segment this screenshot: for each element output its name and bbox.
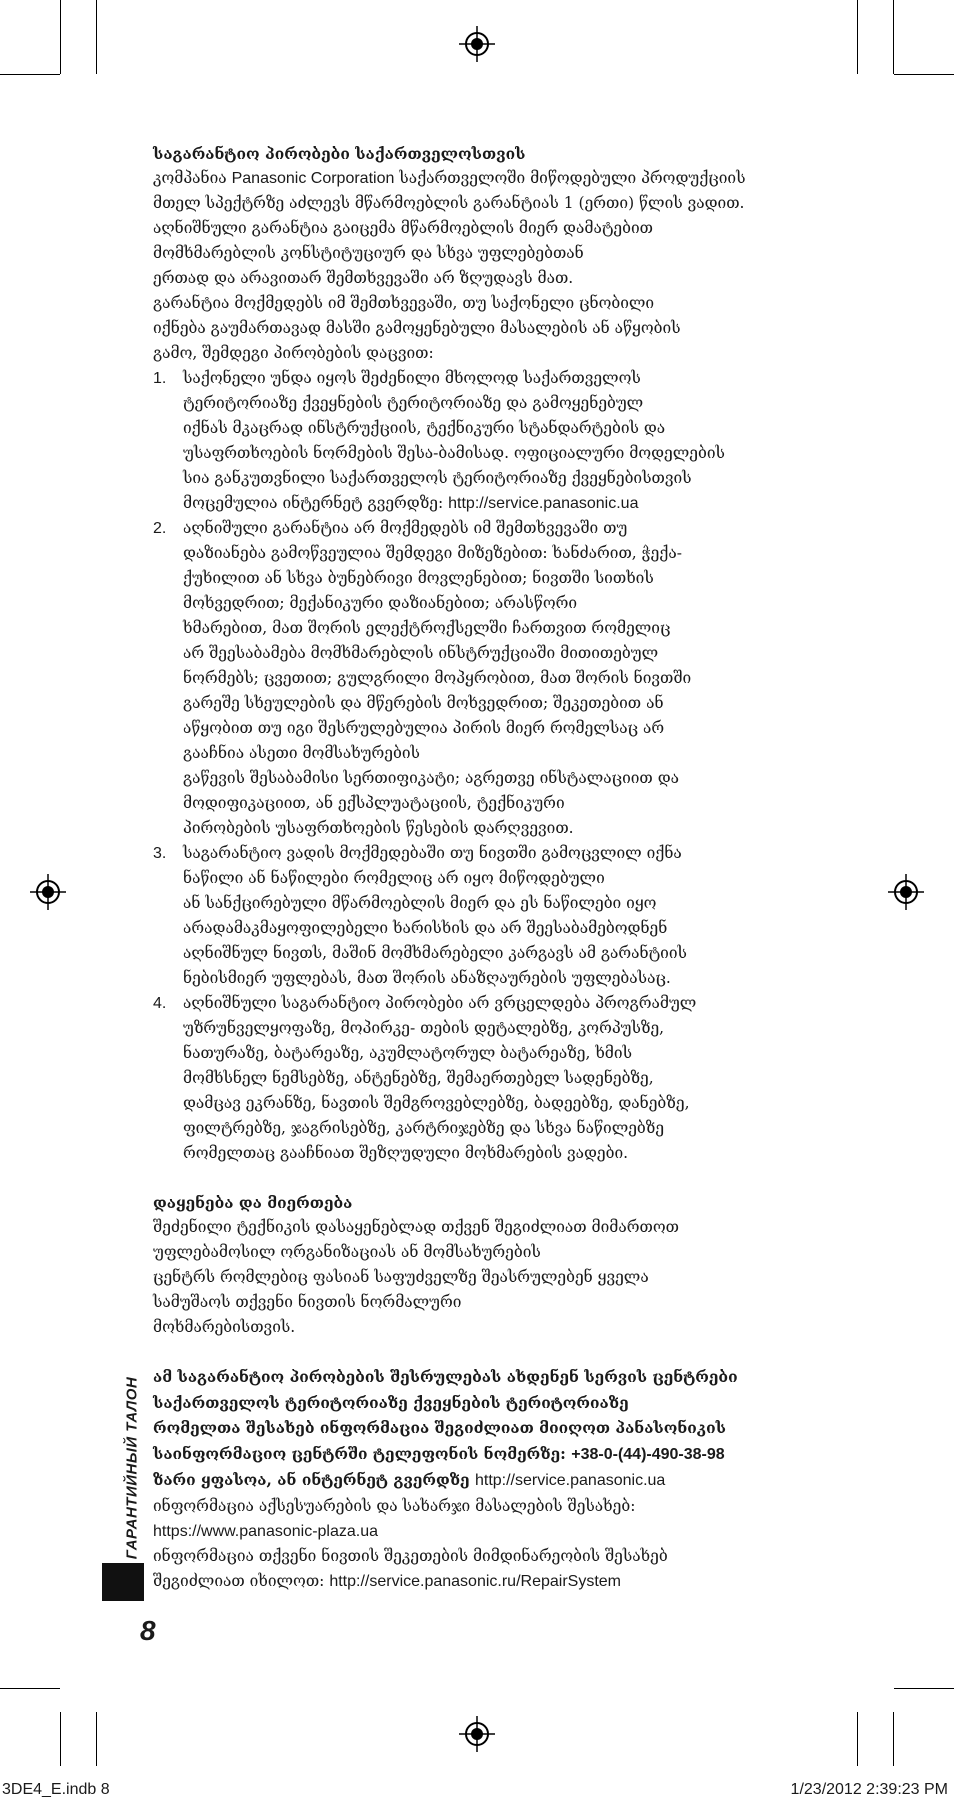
crop-mark bbox=[60, 0, 61, 74]
crop-mark bbox=[893, 1712, 894, 1766]
phone-number[interactable]: +38-0-(44)-490-38-98 bbox=[571, 1445, 725, 1463]
installation-body: შეძენილი ტექნიკის დასაყენებლად თქვენ შეგიძლიათ მიმართოთ უფლებამოსილ ორგანიზაციას ან მომსახურების ცენტრს რომლებიც ფასიან საფუძველზე შეასრულებენ ყველა სამუშაოს თქვენი ნივთის ნორმალური მოხმარებისთვის. bbox=[153, 1218, 680, 1336]
crop-mark bbox=[857, 1712, 858, 1766]
registration-mark-icon bbox=[886, 872, 926, 912]
warranty-card-label: ГАРАНТИЙНЫЙ ТАЛОН bbox=[123, 1376, 141, 1560]
service-notice-text: ამ საგარანტიო პირობების შესრულებას ახდენენ სერვის ცენტრები საქართველოს ტერიტორიაზე ქვეყნების ტერიტორიაზე რომელთა შესახებ ინფორმაცია შეგიძლიათ მიიღოთ პანასონიკის საინფორმაციო ცენტრში ტელეფონის ნომერზე: bbox=[153, 1367, 738, 1463]
accessories-info: ინფორმაცია აქსესუარების და სახარჯი მასალების შესახებ: bbox=[153, 1496, 636, 1515]
service-notice-text: ზარი ყფასოა, ან ინტერნეტ გვერდზე bbox=[153, 1470, 470, 1489]
list-number: 4. bbox=[153, 995, 167, 1012]
footer-timestamp: 1/23/2012 2:39:23 PM bbox=[790, 1781, 948, 1798]
list-item bbox=[153, 366, 783, 516]
intro-text: კომპანია bbox=[153, 169, 232, 187]
list-number: 2. bbox=[153, 520, 167, 537]
list-number: 1. bbox=[153, 370, 167, 387]
intro-text: საქართველოში მიწოდებული პროდუქციის მთელ სპექტრზე აძლევს მწარმოებლის გარანტიას 1 (ერთი) წლის ვადით. აღნიშნული გარანტია გაიცემა მწარმოებლის მიერ დამატებით მომხმარებლის კონსტიტუციურ და სხვა უფლებებთან ერთად და არავითარ შემთხვევაში არ ზღუდავს მათ. გარანტია მოქმედებს იმ შემთხვევაში, თუ საქონელი ცნობილი იქნება გაუმართავად მასში გამოყენებული მასალების ან აწყობის გამო, შემდეგი პირობების დაცვით: bbox=[153, 169, 746, 362]
plaza-link[interactable]: https://www.panasonic-plaza.ua bbox=[153, 1522, 379, 1540]
repair-info bbox=[153, 1544, 783, 1594]
footer-file-name: 3DE4_E.indb 8 bbox=[2, 1781, 110, 1798]
repair-system-link[interactable]: http://service.panasonic.ru/RepairSystem bbox=[329, 1572, 621, 1590]
section-heading-installation: დაყენება და მიერთება bbox=[153, 1193, 353, 1212]
page-number: 8 bbox=[140, 1615, 156, 1646]
crop-mark bbox=[857, 0, 858, 74]
crop-mark bbox=[0, 1688, 60, 1689]
list-item-text: საგარანტიო ვადის მოქმედებაში თუ ნივთში გამოცვლილ იქნა ნაწილი ან ნაწილები რომელიც არ იყო მიწოდებული ან სანქცირებული მწარმოებლის მიერ და ეს ნაწილები იყო არადამაკმაყოფილებელი ხარისხის და არ შეესაბამებოდნენ აღნიშნულ ნივთს, მაშინ მომხმარებელი კარგავს ამ გარანტიის ნებისმიერ უფლებას, მათ შორის ანაზღაურების უფლებასაც. bbox=[183, 844, 687, 987]
registration-mark-icon bbox=[457, 24, 497, 64]
service-link[interactable]: http://service.panasonic.ua bbox=[448, 495, 639, 512]
brand-name: Panasonic Corporation bbox=[231, 170, 395, 187]
warranty-text-column bbox=[153, 141, 783, 1594]
section-heading-warranty: საგარანტიო პირობები საქართველოსთვის bbox=[153, 144, 526, 163]
crop-mark bbox=[0, 74, 60, 75]
black-tab-marker bbox=[102, 1563, 144, 1601]
crop-mark bbox=[893, 0, 894, 74]
crop-mark bbox=[894, 1688, 954, 1689]
registration-mark-icon bbox=[457, 1714, 497, 1754]
warranty-intro bbox=[153, 166, 783, 366]
crop-mark bbox=[894, 74, 954, 75]
crop-mark bbox=[96, 1712, 97, 1766]
warranty-terms-list bbox=[153, 366, 783, 1166]
crop-mark bbox=[60, 1712, 61, 1766]
registration-mark-icon bbox=[28, 872, 68, 912]
repair-text: ინფორმაცია თქვენი ნივთის შეკეთების მიმდინარეობის შესახებ შეგიძლიათ იხილოთ: bbox=[153, 1546, 668, 1590]
list-number: 3. bbox=[153, 845, 167, 862]
list-item bbox=[153, 841, 783, 991]
side-tab-label bbox=[122, 1348, 142, 1588]
crop-mark bbox=[96, 0, 97, 74]
list-item-text: აღნიშული გარანტია არ მოქმედებს იმ შემთხვევაში თუ დაზიანება გამოწვეულია შემდეგი მიზეზებით: ხანძარით, ჭექა- ქუხილით ან სხვა ბუნებრივი მოვლენებით; ნივთში სითხის მოხვედრით; მექანიკური დაზიანებით; არასწორი ხმარებით, მათ შორის ელექტროქსელში ჩართვით რომელიც არ შეესაბამება მომხმარებლის ინსტრუქციაში მითითებულ ნორმებს; ცვეთით; გულგრილი მოპყრობით, მათ შორის ნივთში გარეშე სხეულების და მწერების მოხვედრით; შეკეთებით ან აწყობით თუ იგი შესრულებულია პირის მიერ რომელსაც არ გააჩნია ასეთი მომსახურების გაწევის შესაბამისი სერთიფიკატი; აგრეთვე ინსტალაციით და მოდიფიკაციით, ან ექსპლუატაციის, ტექნიკური პირობების უსაფრთხოების წესების დარღვევით. bbox=[183, 519, 692, 837]
list-item-text: აღნიშნული საგარანტიო პირობები არ ვრცელდება პროგრამულ უზრუნველყოფაზე, მოპირკე- თების დეტალებზე, კორპუსზე, ნათურაზე, ბატარეაზე, აკუმლატორულ ბატარეაზე, ხმის მომხსნელ ნემსებზე, ანტენებზე, შემაერთებელ სადენებზე, დამცავ ეკრანზე, ნავთის შემგროვებლებზე, ბადეებზე, დანებზე, ფილტრებზე, ჯაგრისებზე, კარტრიჯებზე და სხვა ნაწილებზე რომელთაც გააჩნიათ შეზღუდული მოხმარების ვადები. bbox=[183, 994, 697, 1162]
service-link[interactable]: http://service.panasonic.ua bbox=[474, 1472, 666, 1489]
list-item bbox=[153, 991, 783, 1166]
service-centers-notice bbox=[153, 1364, 783, 1494]
list-item-text: საქონელი უნდა იყოს შეძენილი მხოლოდ საქართველოს ტერიტორიაზე ქვეყნების ტერიტორიაზე და გამოყენებულ იქნას მკაცრად ინსტრუქციის, ტექნიკური სტანდარტების და უსაფრთხოების ნორმების შესა-ბამისად. ოფიციალური მოდელების სია განკუთვნილი საქართველოს ტერიტორიაზე ქვეყნებისთვის მოცემულია ინტერნეტ გვერდზე: bbox=[183, 369, 725, 512]
list-item bbox=[153, 516, 783, 841]
